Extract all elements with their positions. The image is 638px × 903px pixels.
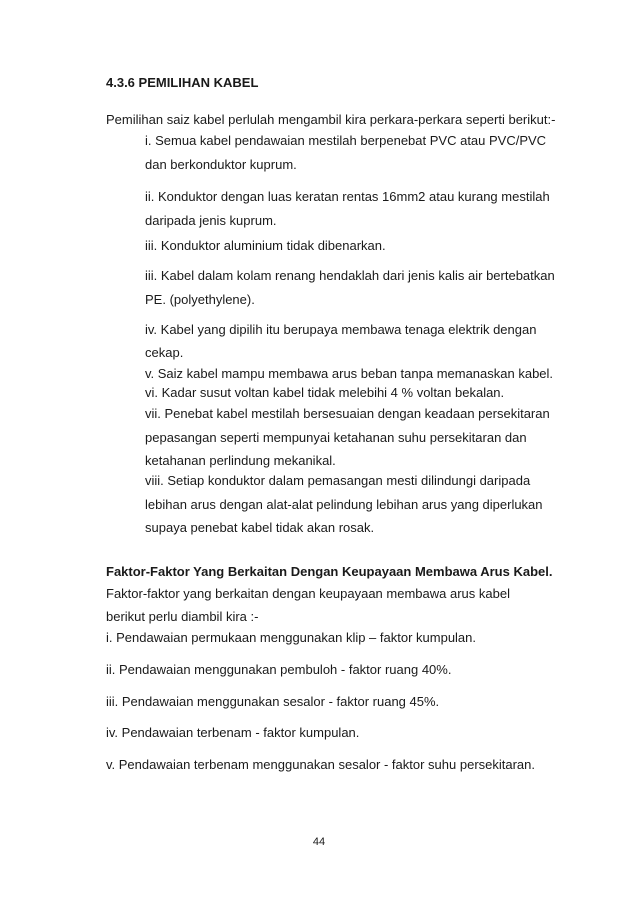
factors-intro-line: Faktor-faktor yang berkaitan dengan keupayaan membawa arus kabel xyxy=(106,586,510,601)
list-item-line: ii. Konduktor dengan luas keratan rentas 16mm2 atau kurang mestilah xyxy=(145,189,550,204)
section-heading: 4.3.6 PEMILIHAN KABEL xyxy=(106,75,259,90)
list-item-line: supaya penebat kabel tidak akan rosak. xyxy=(145,520,375,535)
list-item-line: cekap. xyxy=(145,345,184,360)
factor-item: i. Pendawaian permukaan menggunakan klip – faktor kumpulan. xyxy=(106,630,477,645)
factor-item: v. Pendawaian terbenam menggunakan sesalor - faktor suhu persekitaran. xyxy=(106,757,536,772)
list-item-line: iv. Kabel yang dipilih itu berupaya membawa tenaga elektrik dengan xyxy=(145,322,537,337)
section-intro: Pemilihan saiz kabel perlulah mengambil kira perkara-perkara seperti berikut:- xyxy=(106,112,556,127)
list-item-line: v. Saiz kabel mampu membawa arus beban tanpa memanaskan kabel. xyxy=(145,366,554,381)
list-item-line: pepasangan seperti mempunyai ketahanan suhu persekitaran dan xyxy=(145,430,527,445)
factor-item: iv. Pendawaian terbenam - faktor kumpulan. xyxy=(106,725,360,740)
list-item-line: vi. Kadar susut voltan kabel tidak melebihi 4 % voltan bekalan. xyxy=(145,385,505,400)
factors-heading: Faktor-Faktor Yang Berkaitan Dengan Keupayaan Membawa Arus Kabel. xyxy=(106,564,553,579)
factor-item: iii. Pendawaian menggunakan sesalor - faktor ruang 45%. xyxy=(106,694,440,709)
list-item-line: PE. (polyethylene). xyxy=(145,292,255,307)
factor-item: ii. Pendawaian menggunakan pembuloh - faktor ruang 40%. xyxy=(106,662,452,677)
factors-intro-line: berikut perlu diambil kira :- xyxy=(106,609,259,624)
list-item-line: vii. Penebat kabel mestilah bersesuaian dengan keadaan persekitaran xyxy=(145,406,550,421)
page-number: 44 xyxy=(312,836,326,848)
list-item-line: iii. Konduktor aluminium tidak dibenarkan. xyxy=(145,238,386,253)
list-item-line: ketahanan perlindung mekanikal. xyxy=(145,453,336,468)
list-item-line: lebihan arus dengan alat-alat pelindung lebihan arus yang diperlukan xyxy=(145,497,543,512)
list-item-line: daripada jenis kuprum. xyxy=(145,213,277,228)
list-item-line: i. Semua kabel pendawaian mestilah berpenebat PVC atau PVC/PVC xyxy=(145,133,547,148)
list-item-line: dan berkonduktor kuprum. xyxy=(145,157,297,172)
list-item-line: iii. Kabel dalam kolam renang hendaklah dari jenis kalis air bertebatkan xyxy=(145,268,555,283)
list-item-line: viii. Setiap konduktor dalam pemasangan mesti dilindungi daripada xyxy=(145,473,531,488)
